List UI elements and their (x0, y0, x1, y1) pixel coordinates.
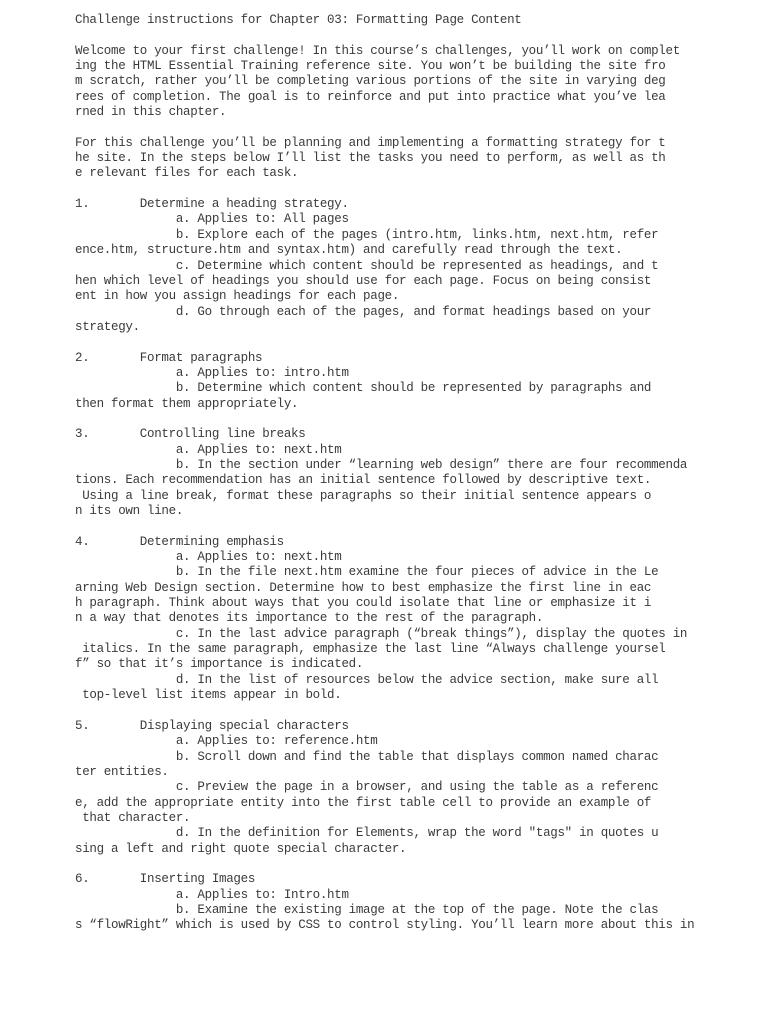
document-line (75, 120, 765, 135)
document-line: a. Applies to: reference.htm (75, 734, 378, 749)
document-line: a. Applies to: Intro.htm (75, 887, 349, 902)
document-line (75, 182, 765, 197)
document-line: c. Determine which content should be represented as headings, and t (75, 258, 659, 273)
document-line: top-level list items appear in bold. (75, 688, 342, 703)
document-line: b. Explore each of the pages (intro.htm, links.htm, next.htm, refer (75, 227, 659, 242)
document-line: b. Determine which content should be represented by paragraphs and (75, 381, 652, 396)
document-line: d. Go through each of the pages, and format headings based on your (75, 304, 652, 319)
document-line: ence.htm, structure.htm and syntax.htm) and carefully read through the text. (75, 243, 623, 258)
document-line: tions. Each recommendation has an initial sentence followed by descriptive text. (75, 473, 652, 488)
document-line: n its own line. (75, 504, 184, 518)
document-line: strategy. (75, 319, 140, 334)
document-line: d. In the list of resources below the advice section, make sure all (75, 672, 659, 687)
document-line: italics. In the same paragraph, emphasize the last line “Always challenge yoursel (75, 642, 666, 657)
document-line: h paragraph. Think about ways that you could isolate that line or emphasize it i (75, 596, 652, 611)
document-line: b. Scroll down and find the table that displays common named charac (75, 749, 659, 764)
document-line (75, 703, 765, 718)
document-body (75, 13, 765, 934)
document-line: e relevant files for each task. (75, 166, 299, 181)
document-line: e, add the appropriate entity into the first table cell to provide an example of (75, 795, 652, 810)
document-line: that character. (75, 810, 191, 825)
document-line: he site. In the steps below I’ll list the tasks you need to perform, as well as th (75, 151, 666, 166)
document-line: a. Applies to: next.htm (75, 442, 342, 457)
document-line: 4. Determining emphasis (75, 534, 284, 549)
document-line: rned in this chapter. (75, 105, 227, 120)
document-line: n a way that denotes its importance to the rest of the paragraph. (75, 611, 544, 626)
document-line: d. In the definition for Elements, wrap the word "tags" in quotes u (75, 826, 659, 841)
document-line: ent in how you assign headings for each page. (75, 289, 400, 304)
document-line: Welcome to your first challenge! In this course’s challenges, you’ll work on complet (75, 43, 680, 58)
document-line: a. Applies to: All pages (75, 212, 349, 227)
document-line: Challenge instructions for Chapter 03: Formatting Page Content (75, 13, 522, 27)
document-line: Using a line break, format these paragraphs so their initial sentence appears o (75, 488, 652, 503)
document-line: b. In the section under “learning web design” there are four recommenda (75, 457, 688, 472)
document-line: 5. Displaying special characters (75, 718, 349, 733)
document-line: then format them appropriately. (75, 396, 299, 411)
document-line: b. Examine the existing image at the top of the page. Note the clas (75, 902, 659, 917)
document-line: ing the HTML Essential Training reference site. You won’t be building the site fro (75, 59, 666, 74)
document-line: b. In the file next.htm examine the four pieces of advice in the Le (75, 565, 659, 580)
document-line: s “flowRight” which is used by CSS to control styling. You’ll learn more about this in (75, 918, 695, 933)
document-line: 1. Determine a heading strategy. (75, 197, 349, 212)
document-line (75, 412, 765, 427)
document-line: a. Applies to: next.htm (75, 550, 342, 565)
document-line (75, 857, 765, 872)
document-line: f” so that it’s importance is indicated. (75, 657, 364, 672)
document-line: 2. Format paragraphs (75, 350, 263, 365)
document-line: sing a left and right quote special character. (75, 841, 407, 856)
document-line: arning Web Design section. Determine how to best emphasize the first line in eac (75, 580, 652, 595)
document-line: m scratch, rather you’ll be completing various portions of the site in varying deg (75, 74, 666, 89)
document-line: a. Applies to: intro.htm (75, 365, 349, 380)
document-line (75, 519, 765, 534)
document-line: rees of completion. The goal is to reinforce and put into practice what you’ve lea (75, 89, 666, 104)
document-line: c. Preview the page in a browser, and using the table as a referenc (75, 780, 659, 795)
document-line: 6. Inserting Images (75, 872, 256, 887)
document-line: For this challenge you’ll be planning and implementing a formatting strategy for t (75, 135, 666, 150)
document-line: c. In the last advice paragraph (“break things”), display the quotes in (75, 626, 688, 641)
document-line (75, 28, 765, 43)
document-line (75, 335, 765, 350)
document-line: hen which level of headings you should use for each page. Focus on being consist (75, 273, 652, 288)
document-line: 3. Controlling line breaks (75, 427, 306, 442)
document-line: ter entities. (75, 764, 169, 779)
